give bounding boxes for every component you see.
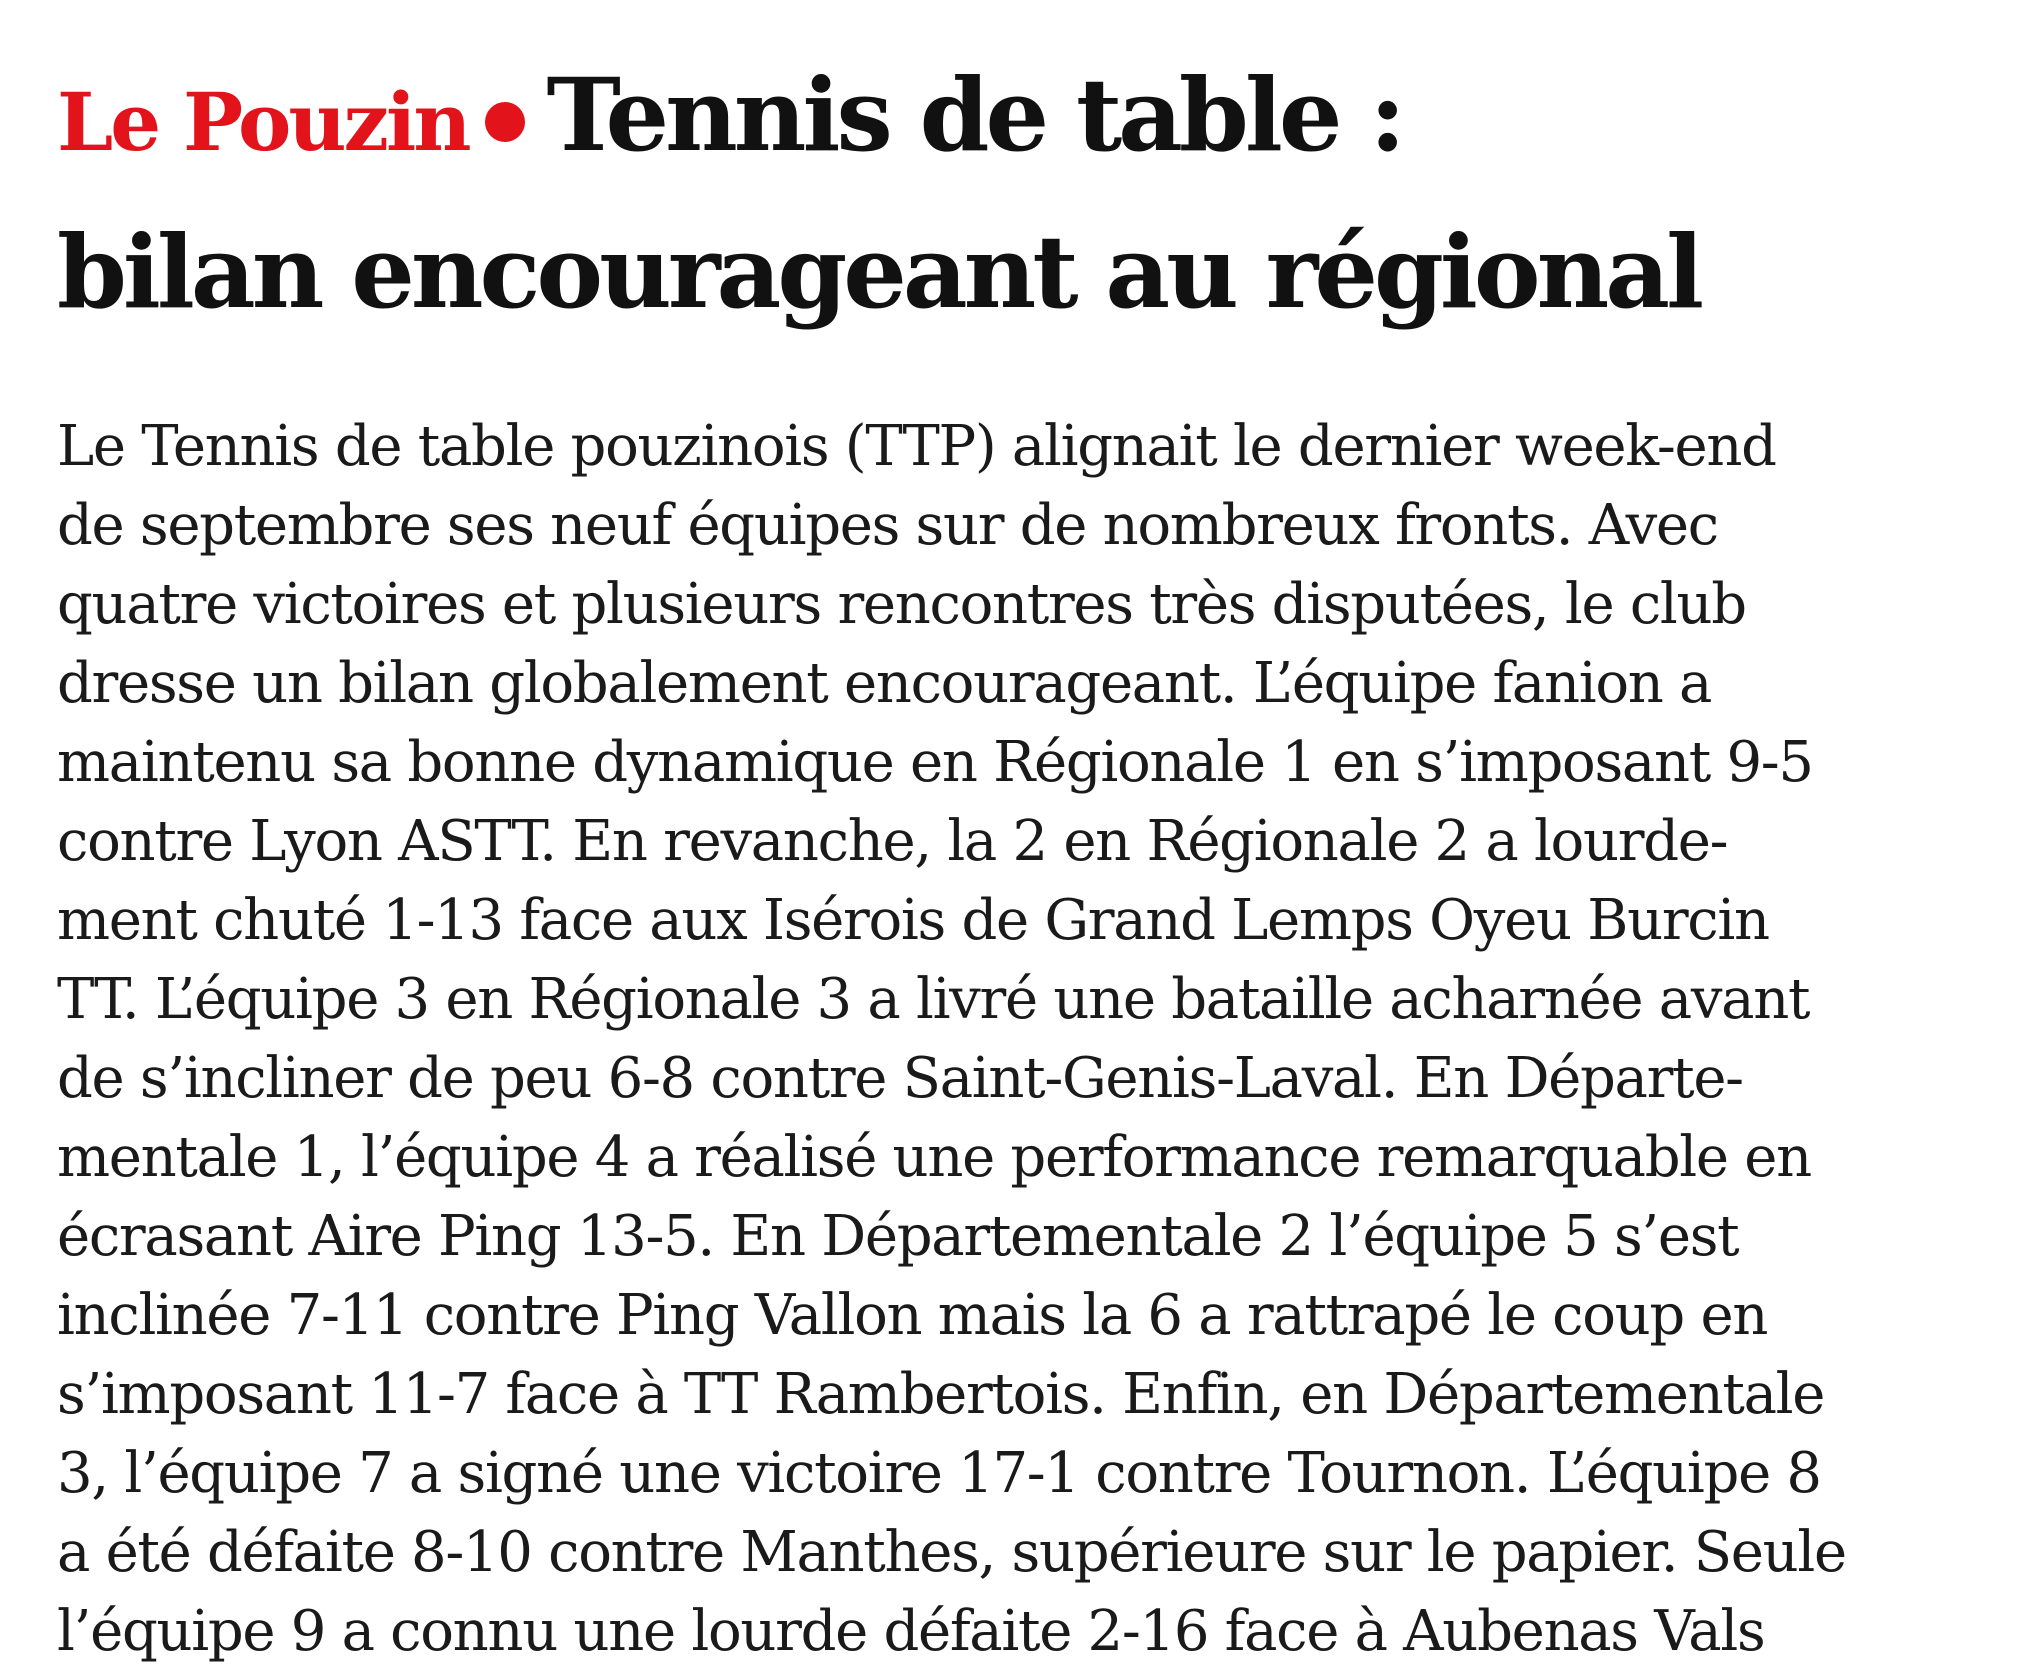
body-line: écrasant Aire Ping 13-5. En Départementale 2 l’équipe 5 s’est — [57, 1204, 1739, 1269]
headline-line-1: Tennis de table : — [546, 56, 1403, 174]
body-line: TT. L’équipe 3 en Régionale 3 a livré une bataille acharnée avant — [57, 967, 1810, 1032]
body-line: de s’incliner de peu 6-8 contre Saint-Genis-Laval. En Départe- — [57, 1046, 1743, 1111]
body-line: maintenu sa bonne dynamique en Régionale 1 en s’imposant 9-5 — [57, 730, 1813, 795]
body-line: s’imposant 11-7 face à TT Rambertois. Enfin, en Départementale — [57, 1362, 1825, 1427]
article — [57, 40, 2017, 1671]
headline-line-2: bilan encourageant au régional — [57, 213, 1701, 331]
article-body — [57, 407, 2017, 1671]
body-line: contre Lyon ASTT. En revanche, la 2 en Régionale 2 a lourde- — [57, 809, 1728, 874]
body-line: inclinée 7-11 contre Ping Vallon mais la 6 a rattrapé le coup en — [57, 1283, 1768, 1348]
body-line: dresse un bilan globalement encourageant. L’équipe fanion a — [57, 651, 1712, 716]
body-line: a été défaite 8-10 contre Manthes, supérieure sur le papier. Seule — [57, 1520, 1846, 1585]
body-line: Le Tennis de table pouzinois (TTP) alignait le dernier week-end — [57, 414, 1776, 479]
body-line: ment chuté 1-13 face aux Isérois de Grand Lemps Oyeu Burcin — [57, 888, 1769, 953]
body-line: 3, l’équipe 7 a signé une victoire 17-1 contre Tournon. L’équipe 8 — [57, 1441, 1821, 1506]
body-line: mentale 1, l’équipe 4 a réalisé une performance remarquable en — [57, 1125, 1811, 1190]
headline — [57, 40, 2017, 347]
body-line: de septembre ses neuf équipes sur de nombreux fronts. Avec — [57, 493, 1718, 558]
body-line: quatre victoires et plusieurs rencontres très disputées, le club — [57, 572, 1746, 637]
kicker-location: Le Pouzin — [57, 75, 469, 169]
red-bullet-dot — [485, 102, 525, 142]
body-line: l’équipe 9 a connu une lourde défaite 2-16 face à Aubenas Vals — [57, 1599, 1765, 1664]
